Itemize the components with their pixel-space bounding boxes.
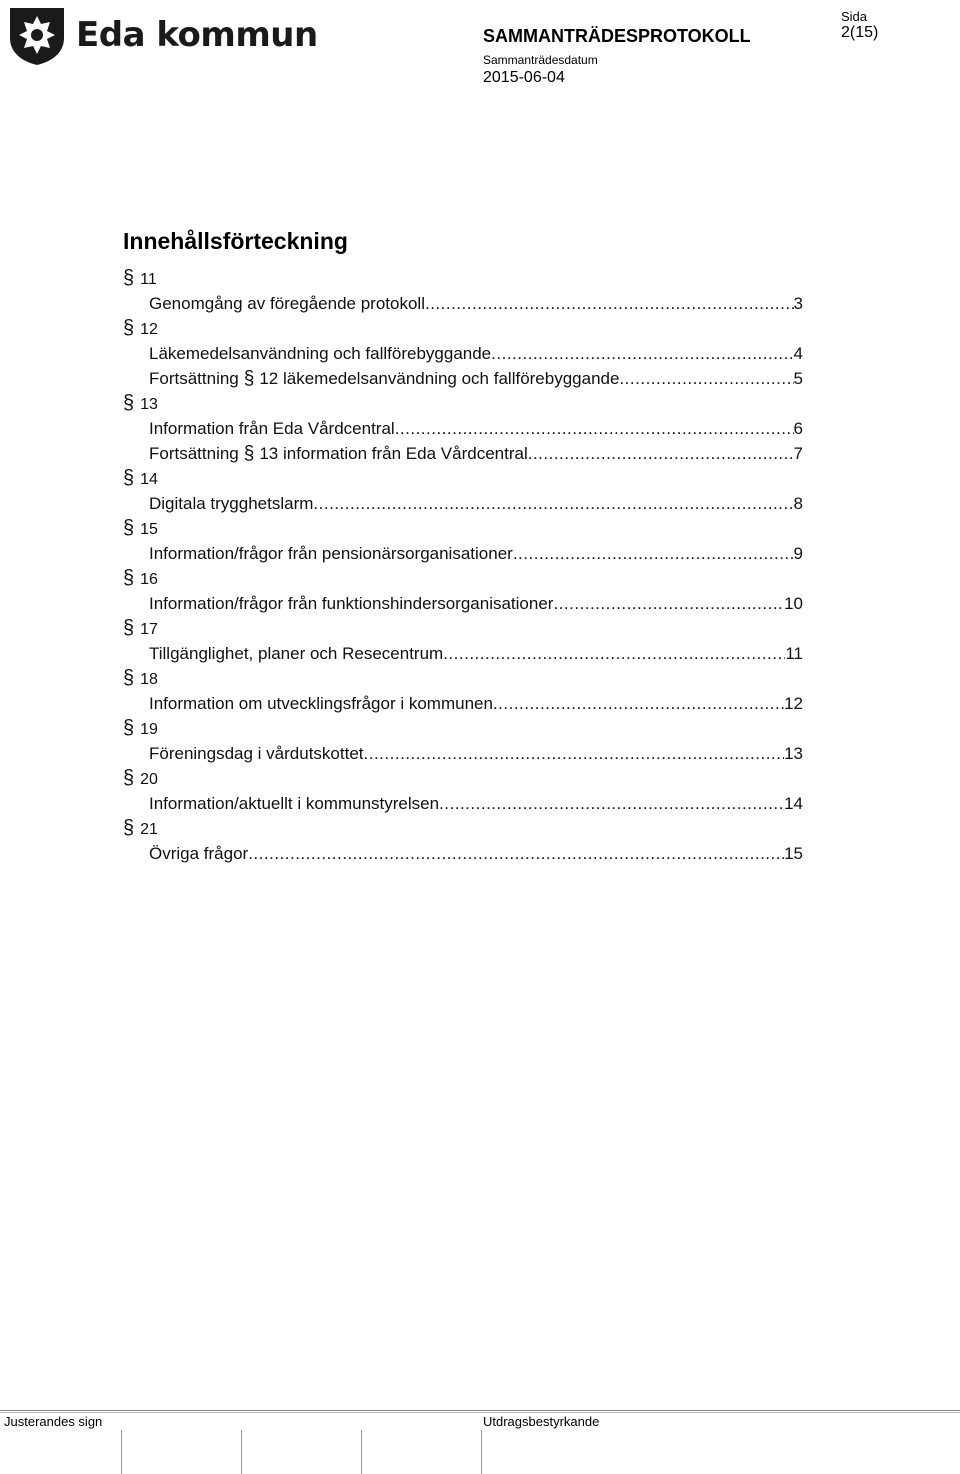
signature-box-divider (121, 1430, 122, 1474)
toc-entry[interactable]: Digitala trygghetslarm ..... 8 (123, 491, 803, 516)
footer-divider (0, 1412, 960, 1413)
toc-entry[interactable]: Genomgång av föregående protokoll ..... 3 (123, 291, 803, 316)
signature-box-divider (241, 1430, 242, 1474)
toc-section-number: § 15 (123, 517, 158, 539)
toc-entry[interactable]: Information/frågor från pensionärsorganisationer ..... 9 (123, 541, 803, 566)
logo-text: Eda kommun (76, 15, 318, 55)
toc-section-number: § 20 (123, 767, 158, 789)
toc-section-number: § 16 (123, 567, 158, 589)
toc-entry[interactable]: Information om utvecklingsfrågor i kommunen ..... 12 (123, 691, 803, 716)
toc-entry[interactable]: Fortsättning § 13 information från Eda Vårdcentral ..... 7 (123, 441, 803, 466)
footer-divider (0, 1410, 960, 1411)
toc-entry[interactable]: Information från Eda Vårdcentral ..... 6 (123, 416, 803, 441)
toc-entry[interactable]: Information/aktuellt i kommunstyrelsen ..... 14 (123, 791, 803, 816)
municipality-logo (6, 4, 318, 66)
toc-entry[interactable]: Information/frågor från funktionshindersorganisationer ..... 10 (123, 591, 803, 616)
justerandes-sign-label: Justerandes sign (4, 1414, 103, 1429)
toc-section-number: § 19 (123, 717, 158, 739)
toc-section-number: § 17 (123, 617, 158, 639)
toc-entry[interactable]: Fortsättning § 12 läkemedelsanvändning och fallförebyggande ..... 5 (123, 366, 803, 391)
toc-section-number: § 21 (123, 817, 158, 839)
toc-entry[interactable]: Övriga frågor ..... 15 (123, 841, 803, 866)
toc-entry[interactable]: Tillgänglighet, planer och Resecentrum ..... 11 (123, 641, 803, 666)
page-number: 2(15) (841, 24, 879, 41)
toc-heading: Innehållsförteckning (123, 228, 348, 254)
page-label: Sida (841, 9, 868, 24)
signature-box-divider (481, 1430, 482, 1474)
toc-entry[interactable]: Läkemedelsanvändning och fallförebyggande ..... 4 (123, 341, 803, 366)
signature-box-divider (361, 1430, 362, 1474)
toc-section-number: § 11 (123, 267, 157, 289)
toc-section-number: § 18 (123, 667, 158, 689)
document-type-title: SAMMANTRÄDESPROTOKOLL (483, 26, 751, 46)
meeting-date: 2015-06-04 (483, 69, 565, 86)
coat-of-arms-icon (6, 4, 68, 66)
table-of-contents (123, 266, 803, 866)
utdragsbestyrkande-label: Utdragsbestyrkande (483, 1414, 600, 1429)
meeting-date-label: Sammanträdesdatum (483, 53, 598, 67)
toc-section-number: § 13 (123, 392, 158, 414)
toc-entry[interactable]: Föreningsdag i vårdutskottet ..... 13 (123, 741, 803, 766)
toc-section-number: § 12 (123, 317, 158, 339)
toc-section-number: § 14 (123, 467, 158, 489)
